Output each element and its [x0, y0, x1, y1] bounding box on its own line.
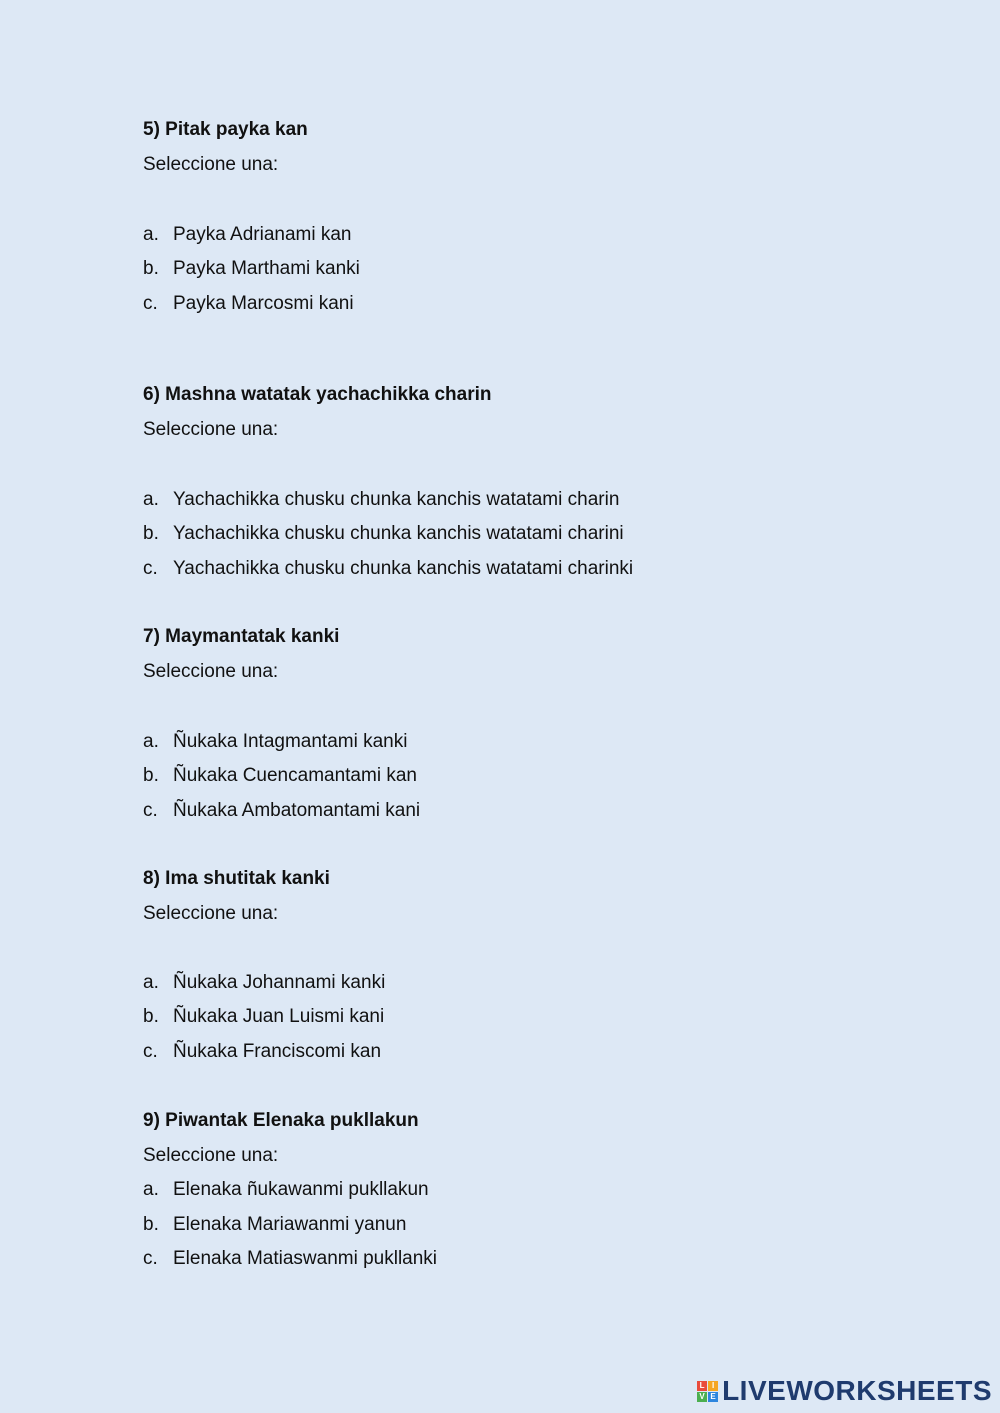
option-text: Ñukaka Juan Luismi kani [173, 1006, 385, 1027]
option-letter: a. [143, 1179, 159, 1200]
option-letter: b. [143, 765, 159, 786]
option-b[interactable] [143, 1213, 406, 1237]
option-text: Elenaka Matiaswanmi pukllanki [173, 1248, 438, 1269]
option-b[interactable] [143, 257, 360, 281]
question-title: 9) Piwantak Elenaka pukllakun [143, 1110, 419, 1131]
option-c[interactable] [143, 557, 633, 581]
option-text: Elenaka Mariawanmi yanun [173, 1214, 407, 1235]
logo-mark-icon [697, 1381, 718, 1402]
option-text: Yachachikka chusku chunka kanchis watatami charini [173, 523, 624, 544]
option-text: Ñukaka Johannami kanki [173, 972, 386, 993]
question-prompt: Seleccione una: [143, 419, 279, 440]
option-a[interactable] [143, 730, 407, 754]
option-letter: c. [143, 1041, 158, 1062]
option-text: Yachachikka chusku chunka kanchis watatami charinki [173, 558, 634, 579]
option-letter: b. [143, 523, 159, 544]
option-a[interactable] [143, 971, 385, 995]
option-letter: a. [143, 972, 159, 993]
option-c[interactable] [143, 799, 420, 823]
question-prompt: Seleccione una: [143, 154, 279, 175]
question-prompt: Seleccione una: [143, 661, 279, 682]
question-prompt: Seleccione una: [143, 1145, 279, 1166]
option-letter: a. [143, 489, 159, 510]
option-letter: a. [143, 224, 159, 245]
option-text: Ñukaka Ambatomantami kani [173, 800, 421, 821]
liveworksheets-logo[interactable] [697, 1375, 992, 1407]
option-letter: b. [143, 258, 159, 279]
option-text: Payka Adrianami kan [173, 224, 352, 245]
option-b[interactable] [143, 1005, 384, 1029]
question-title: 5) Pitak payka kan [143, 119, 308, 140]
option-letter: c. [143, 1248, 158, 1269]
logo-mark-letter: L [697, 1381, 707, 1391]
option-letter: a. [143, 731, 159, 752]
option-c[interactable] [143, 1040, 381, 1064]
option-text: Payka Marcosmi kani [173, 293, 354, 314]
option-a[interactable] [143, 1178, 429, 1202]
question-title: 7) Maymantatak kanki [143, 626, 340, 647]
question-prompt: Seleccione una: [143, 903, 279, 924]
option-text: Yachachikka chusku chunka kanchis watatami charin [173, 489, 620, 510]
option-text: Ñukaka Intagmantami kanki [173, 731, 408, 752]
option-a[interactable] [143, 223, 352, 247]
option-a[interactable] [143, 488, 619, 512]
option-c[interactable] [143, 1247, 437, 1271]
option-text: Elenaka ñukawanmi pukllakun [173, 1179, 429, 1200]
option-b[interactable] [143, 522, 624, 546]
option-letter: c. [143, 558, 158, 579]
question-title: 8) Ima shutitak kanki [143, 868, 330, 889]
option-letter: c. [143, 800, 158, 821]
option-c[interactable] [143, 292, 354, 316]
option-b[interactable] [143, 764, 417, 788]
option-text: Ñukaka Franciscomi kan [173, 1041, 382, 1062]
option-letter: c. [143, 293, 158, 314]
option-letter: b. [143, 1006, 159, 1027]
logo-text: LIVEWORKSHEETS [722, 1375, 992, 1406]
logo-mark-letter: I [708, 1381, 718, 1391]
option-text: Ñukaka Cuencamantami kan [173, 765, 417, 786]
question-title: 6) Mashna watatak yachachikka charin [143, 384, 492, 405]
logo-mark-letter: V [697, 1392, 707, 1402]
option-text: Payka Marthami kanki [173, 258, 360, 279]
logo-mark-letter: E [708, 1392, 718, 1402]
option-letter: b. [143, 1214, 159, 1235]
